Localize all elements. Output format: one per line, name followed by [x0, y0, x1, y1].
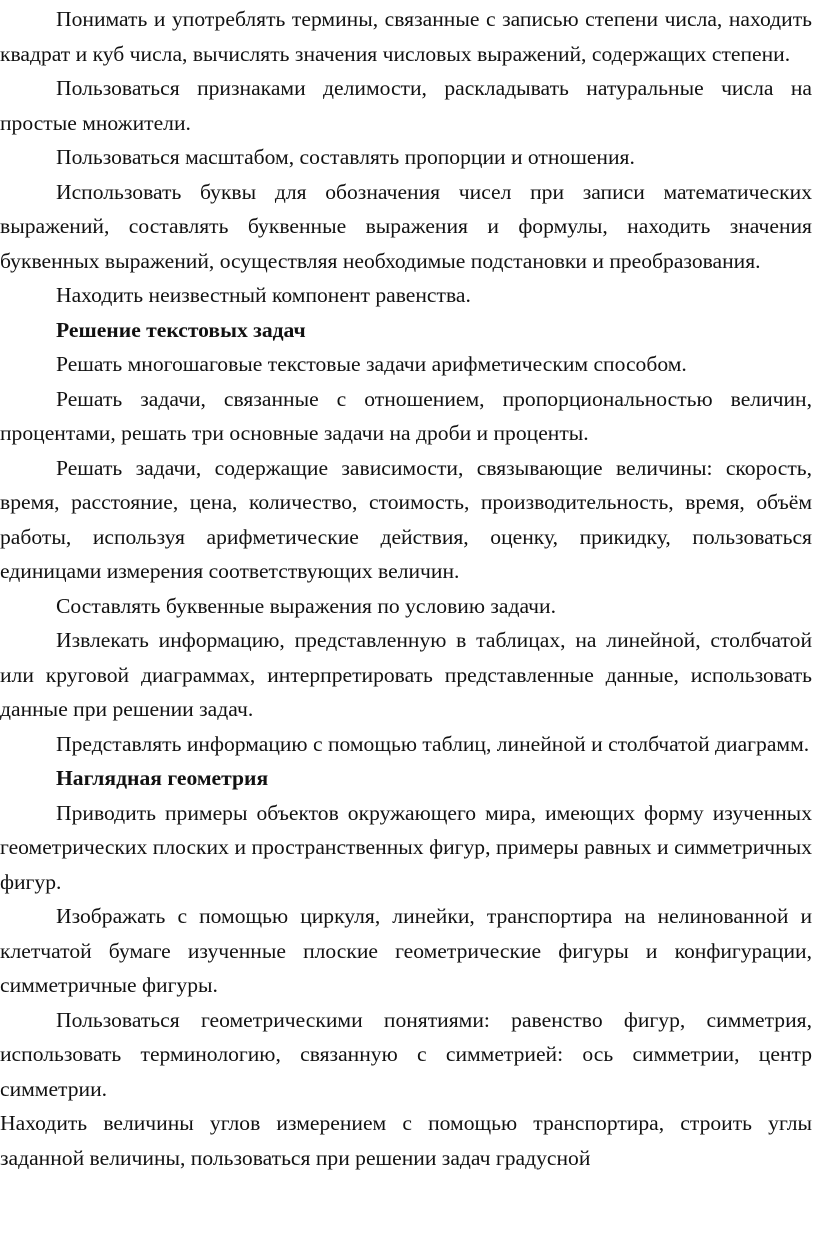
paragraph-angles: Находить величины углов измерением с помощью транспортира, строить углы заданной величины, пользоваться при решении задач градусной: [0, 1111, 812, 1170]
paragraph-compose-expressions: Составлять буквенные выражения по условию задачи.: [56, 593, 556, 618]
section-heading-word-problems: Решение текстовых задач: [56, 317, 306, 342]
paragraph-present-information: Представлять информацию с помощью таблиц, линейной и столбчатой диаграмм.: [56, 731, 810, 756]
paragraph-multistep-problems: Решать многошаговые текстовые задачи арифметическим способом.: [56, 352, 687, 376]
paragraph-powers: Понимать и употреблять термины, связанные с записью степени числа, находить квадрат и куб числа, вычислять значения числовых выражений, содержащих степени.: [0, 7, 812, 66]
section-heading-visual-geometry: Наглядная геометрия: [56, 766, 269, 790]
paragraph-letter-expressions: Использовать буквы для обозначения чисел при записи математических выражений, составлять буквенные выражения и формулы, находить значения буквенных выражений, осуществляя необходимые подстановки и преобразования.: [0, 179, 812, 273]
paragraph-draw-figures: Изображать с помощью циркуля, линейки, транспортира на нелинованной и клетчатой бумаге изученные плоские геометрические фигуры и конфигурации, симметричные фигуры.: [0, 904, 812, 997]
paragraph-divisibility: Пользоваться признаками делимости, раскладывать натуральные числа на простые множители.: [0, 76, 812, 135]
paragraph-ratio-problems: Решать задачи, связанные с отношением, пропорциональностью величин, процентами, решать три основные задачи на дроби и проценты.: [0, 386, 812, 445]
paragraph-geometric-concepts: Пользоваться геометрическими понятиями: равенство фигур, симметрия, использовать терминологию, связанную с симметрией: ось симметрии, центр симметрии.: [0, 1007, 812, 1101]
paragraph-scale: Пользоваться масштабом, составлять пропорции и отношения.: [56, 145, 635, 169]
paragraph-dependency-problems: Решать задачи, содержащие зависимости, связывающие величины: скорость, время, расстояние, цена, количество, стоимость, производительность, время, объём работы, используя арифметические действия, оценку, прикидку, пользоваться единицами измерения соответствующих величин.: [0, 455, 812, 583]
paragraph-extract-information: Извлекать информацию, представленную в таблицах, на линейной, столбчатой или круговой диаграммах, интерпретировать представленные данные, использовать данные при решении задач.: [0, 628, 812, 721]
paragraph-unknown-component: Находить неизвестный компонент равенства.: [56, 283, 471, 307]
paragraph-examples-objects: Приводить примеры объектов окружающего мира, имеющих форму изученных геометрических плоских и пространственных фигур, примеры равных и симметричных фигур.: [0, 800, 812, 894]
